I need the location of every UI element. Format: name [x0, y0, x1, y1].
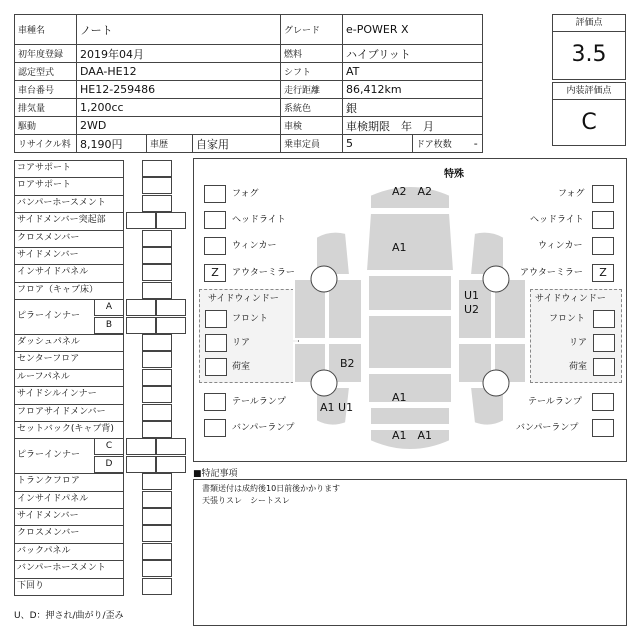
- chassis-label: 車台番号: [15, 81, 77, 99]
- frame-check-right[interactable]: [156, 438, 186, 455]
- side-window-right-label: サイドウィンドー: [535, 294, 606, 304]
- frame-check-left[interactable]: [126, 438, 156, 455]
- grade-label: グレード: [281, 15, 343, 45]
- special-label: 特殊: [444, 169, 464, 180]
- frame-item-label: バンパーホースメント: [14, 560, 124, 578]
- outer-mirror-left-checkbox[interactable]: Z: [204, 264, 226, 282]
- window-rear-right-checkbox[interactable]: [593, 334, 615, 352]
- frame-check-right[interactable]: [156, 317, 186, 334]
- frame-check[interactable]: [142, 160, 172, 177]
- window-rear-right-label: リア: [569, 338, 588, 348]
- frame-check[interactable]: [142, 195, 172, 212]
- bumper-lamp-left-label: バンパーランプ: [232, 423, 295, 433]
- capacity-value: 5: [343, 135, 413, 153]
- window-cargo-left-checkbox[interactable]: [205, 358, 227, 376]
- fog-left-label: フォグ: [232, 189, 259, 199]
- frame-sub-label: A: [94, 299, 124, 316]
- code-rear-roof: A1: [392, 391, 407, 404]
- frame-check[interactable]: [142, 177, 172, 194]
- left-front-wheel: [311, 266, 337, 292]
- frame-check[interactable]: [142, 421, 172, 438]
- frame-item-label: フロアサイドメンバー: [14, 404, 124, 422]
- frame-check[interactable]: [142, 560, 172, 577]
- overall-score-label: 評価点: [553, 15, 625, 32]
- side-window-right-group: [530, 289, 622, 383]
- inspection-label: 車検: [281, 117, 343, 135]
- fog-right-label: フォグ: [558, 189, 585, 199]
- frame-check[interactable]: [142, 264, 172, 281]
- headlight-right-label: ヘッドライト: [530, 215, 584, 225]
- mileage-label: 走行距離: [281, 81, 343, 99]
- chassis-value: HE12-259486: [77, 81, 281, 99]
- frame-check[interactable]: [142, 247, 172, 264]
- frame-sub-label: C: [94, 438, 124, 455]
- frame-check-right[interactable]: [156, 456, 186, 473]
- frame-item-label: サイドメンバー突起部: [14, 212, 124, 230]
- tail-lamp-right-label: テールランプ: [528, 397, 582, 407]
- history-value: 自家用: [193, 135, 281, 153]
- outer-mirror-left-label: アウターミラー: [232, 268, 295, 278]
- window-rear-left-checkbox[interactable]: [205, 334, 227, 352]
- notes-line-2: 天張りスレ シートスレ: [202, 496, 290, 505]
- frame-check-left[interactable]: [126, 212, 156, 229]
- capacity-label: 乗車定員: [281, 135, 343, 153]
- frame-item-label: ダッシュパネル: [14, 334, 124, 352]
- doors-value: -: [473, 137, 478, 150]
- frame-sub-label: D: [94, 456, 124, 473]
- interior-score-label: 内装評価点: [553, 83, 625, 100]
- frame-item-label: セットバック(キャブ背): [14, 421, 124, 439]
- recycle-label: リサイクル料: [15, 135, 77, 153]
- frame-sub-label: B: [94, 317, 124, 334]
- notes-line-1: 書類送付は成約後10日前後かかります: [202, 484, 341, 493]
- frame-check[interactable]: [142, 525, 172, 542]
- bumper-lamp-right-label: バンパーランプ: [516, 423, 579, 433]
- model-label: 車種名: [15, 15, 77, 45]
- frame-item-label: コアサポート: [14, 160, 124, 178]
- recycle-value: 8,190円: [77, 135, 147, 153]
- frame-check[interactable]: [142, 230, 172, 247]
- frame-check-left[interactable]: [126, 456, 156, 473]
- doors-label: ドア枚数: [416, 140, 452, 150]
- frame-item-label: ピラーインナー: [14, 438, 124, 474]
- bumper-lamp-left-checkbox[interactable]: [204, 419, 226, 437]
- headlight-right-checkbox[interactable]: [592, 211, 614, 229]
- frame-item-label: インサイドパネル: [14, 491, 124, 509]
- frame-check[interactable]: [142, 404, 172, 421]
- interior-score-value: C: [581, 110, 597, 135]
- winker-right-checkbox[interactable]: [592, 237, 614, 255]
- frame-item-label: クロスメンバー: [14, 230, 124, 248]
- hood-panel: [366, 213, 454, 271]
- car-body-diagram: [290, 175, 530, 459]
- inspection-value: 車検期限 年 月: [343, 117, 483, 135]
- fog-left-checkbox[interactable]: [204, 185, 226, 203]
- tail-lamp-left-label: テールランプ: [232, 397, 286, 407]
- frame-check[interactable]: [142, 508, 172, 525]
- frame-check[interactable]: [142, 491, 172, 508]
- grade-value: e-POWER X: [343, 15, 483, 45]
- mileage-value: 86,412km: [343, 81, 483, 99]
- frame-check-right[interactable]: [156, 299, 186, 316]
- frame-item-label: クロスメンバー: [14, 525, 124, 543]
- headlight-left-checkbox[interactable]: [204, 211, 226, 229]
- window-cargo-right-label: 荷室: [569, 362, 588, 372]
- frame-item-label: サイドメンバー: [14, 247, 124, 265]
- type-label: 認定型式: [15, 63, 77, 81]
- window-front-left-checkbox[interactable]: [205, 310, 227, 328]
- shift-label: シフト: [281, 63, 343, 81]
- frame-item-label: トランクフロア: [14, 473, 124, 491]
- type-value: DAA-HE12: [77, 63, 281, 81]
- back-door-panel: [370, 407, 450, 425]
- notes-title: ■特記事項: [193, 469, 238, 479]
- code-front-bumper: A2 A2: [392, 185, 433, 198]
- shift-value: AT: [343, 63, 483, 81]
- frame-check-left[interactable]: [126, 299, 156, 316]
- frame-check-left[interactable]: [126, 317, 156, 334]
- frame-item-label: サイドメンバー: [14, 508, 124, 526]
- fog-right-checkbox[interactable]: [592, 185, 614, 203]
- frame-check[interactable]: [142, 543, 172, 560]
- bumper-lamp-right-checkbox[interactable]: [592, 419, 614, 437]
- overall-score-value: 3.5: [571, 42, 607, 67]
- first-reg-label: 初年度登録: [15, 45, 77, 63]
- history-label: 車歴: [147, 135, 193, 153]
- drive-label: 駆動: [15, 117, 77, 135]
- left-rear-wheel: [311, 370, 337, 396]
- code-right-door-1: U1: [464, 289, 480, 302]
- winker-left-checkbox[interactable]: [204, 237, 226, 255]
- winker-right-label: ウィンカー: [538, 241, 583, 251]
- frame-check-right[interactable]: [156, 212, 186, 229]
- displacement-value: 1,200cc: [77, 99, 281, 117]
- winker-left-label: ウィンカー: [232, 241, 277, 251]
- window-cargo-left-label: 荷室: [232, 362, 251, 372]
- frame-item-label: バックパネル: [14, 543, 124, 561]
- window-front-right-label: フロント: [549, 314, 586, 324]
- code-left-sill: A1 U1: [320, 401, 354, 414]
- code-left-quarter: B2: [340, 357, 355, 370]
- window-front-left-label: フロント: [232, 314, 269, 324]
- frame-check[interactable]: [142, 473, 172, 490]
- frame-check[interactable]: [142, 334, 172, 351]
- window-rear-left-label: リア: [232, 338, 251, 348]
- frame-item-label: ロアサポート: [14, 177, 124, 195]
- fuel-value: ハイブリット: [343, 45, 483, 63]
- doors-cell: [413, 135, 483, 153]
- drive-value: 2WD: [77, 117, 281, 135]
- frame-item-label: フロア（キャブ床）: [14, 282, 124, 300]
- roof-panel: [368, 315, 452, 369]
- code-hood: A1: [392, 241, 407, 254]
- damage-diagram-panel: [193, 158, 627, 462]
- frame-item-label: 下回り: [14, 578, 124, 596]
- code-rear-bumper: A1 A1: [392, 429, 433, 442]
- frame-legend: U、D：押され/曲がり/歪み: [14, 611, 124, 621]
- frame-check[interactable]: [142, 369, 172, 386]
- color-label: 系統色: [281, 99, 343, 117]
- window-cargo-right-checkbox[interactable]: [593, 358, 615, 376]
- right-rear-wheel: [483, 370, 509, 396]
- color-value: 銀: [343, 99, 483, 117]
- first-reg-value: 2019年04月: [77, 45, 281, 63]
- frame-item-label: サイドシルインナー: [14, 386, 124, 404]
- side-window-left-label: サイドウィンドー: [208, 294, 279, 304]
- headlight-left-label: ヘッドライト: [232, 215, 286, 225]
- interior-score-box: [552, 82, 626, 146]
- frame-check[interactable]: [142, 282, 172, 299]
- frame-check[interactable]: [142, 351, 172, 368]
- frame-check[interactable]: [142, 386, 172, 403]
- frame-check[interactable]: [142, 578, 172, 595]
- displacement-label: 排気量: [15, 99, 77, 117]
- window-front-right-checkbox[interactable]: [593, 310, 615, 328]
- frame-item-label: ピラーインナー: [14, 299, 124, 335]
- tail-lamp-right-checkbox[interactable]: [592, 393, 614, 411]
- frame-item-label: センターフロア: [14, 351, 124, 369]
- frame-item-label: ルーフパネル: [14, 369, 124, 387]
- windshield-panel: [368, 275, 452, 311]
- notes-box: [193, 479, 627, 626]
- outer-mirror-right-label: アウターミラー: [520, 268, 583, 278]
- code-right-door-2: U2: [464, 303, 480, 316]
- model-value: ノート: [77, 15, 281, 45]
- side-window-left-group: [199, 289, 299, 383]
- vehicle-info-table: [14, 14, 483, 153]
- overall-score-box: [552, 14, 626, 80]
- fuel-label: 燃料: [281, 45, 343, 63]
- rear-window-panel: [368, 373, 452, 403]
- frame-item-label: インサイドパネル: [14, 264, 124, 282]
- tail-lamp-left-checkbox[interactable]: [204, 393, 226, 411]
- frame-item-label: バンパーホースメント: [14, 195, 124, 213]
- outer-mirror-right-checkbox[interactable]: Z: [592, 264, 614, 282]
- right-front-wheel: [483, 266, 509, 292]
